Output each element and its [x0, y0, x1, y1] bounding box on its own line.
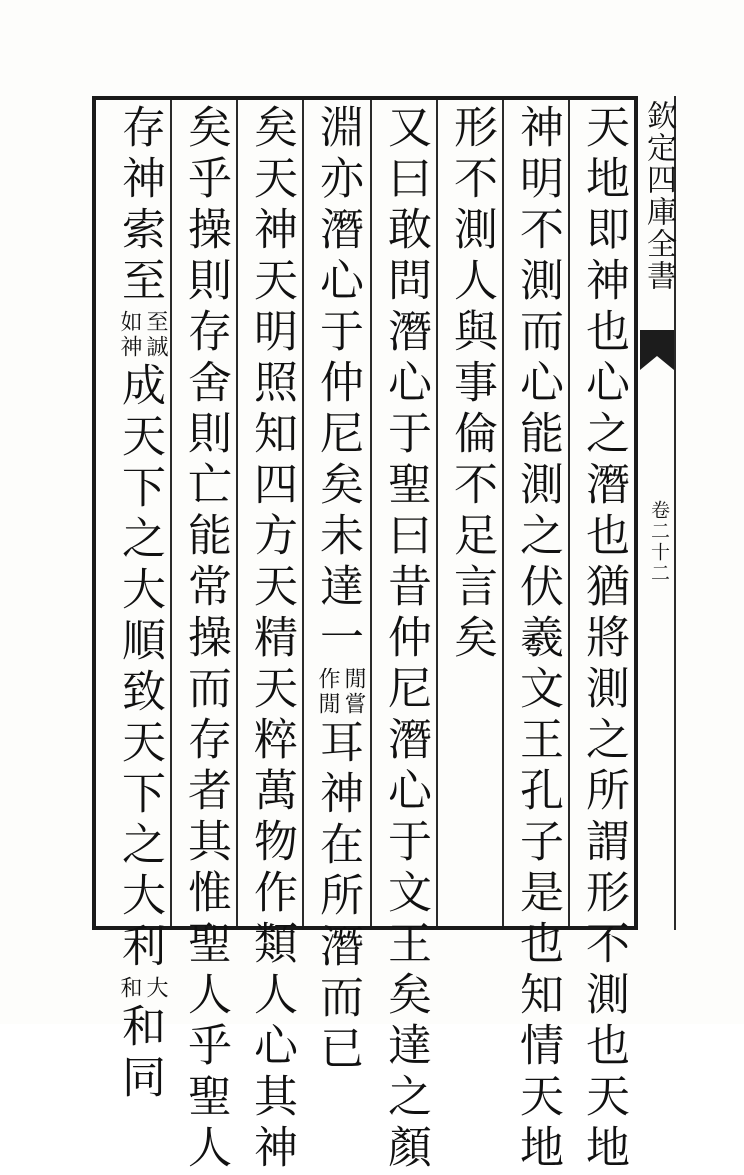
text-column-4: 又曰敢問潛心于聖曰昔仲尼潛心于文王矣達之顏: [380, 104, 431, 1175]
column-rule: [302, 100, 304, 926]
book-title: 欽定四庫全書: [641, 100, 676, 292]
column-text: 淵亦潛心于仲尼矣未達一: [312, 104, 363, 665]
annotation-note: [314, 667, 366, 717]
annotation-right: 至誠: [143, 310, 168, 360]
column-rule: [568, 100, 570, 926]
text-column-1: 天地即神也心之潛也猶將測之所謂形不測也天地: [578, 104, 629, 1175]
column-text: 存神索至: [114, 104, 165, 308]
annotation-left: 作閒: [315, 667, 340, 717]
text-column-3: 形不測人與事倫不足言矣: [446, 104, 497, 665]
text-column-8: [108, 104, 168, 1105]
annotation-right: 閒嘗: [341, 667, 366, 717]
column-text: 耳神在所潛而已: [312, 719, 363, 1076]
annotation-left: 和: [117, 976, 142, 1001]
column-rule: [236, 100, 238, 926]
text-column-5: [306, 104, 366, 1076]
column-rule: [170, 100, 172, 926]
text-column-2: 神明不測而心能測之伏羲文王孔子是也知情天地: [512, 104, 563, 1175]
annotation-note: [116, 976, 168, 1001]
column-rule: [502, 100, 504, 926]
annotation-right: 大: [143, 976, 168, 1001]
column-text: 成天下之大順致天下之大利: [114, 362, 165, 974]
chapter-number: 卷二十二: [648, 500, 670, 584]
text-column-6: 矣天神天明照知四方天精天粹萬物作類人心其神: [246, 104, 297, 1175]
column-rule: [436, 100, 438, 926]
annotation-left: 如神: [117, 310, 142, 360]
text-column-7: 矣乎操則存舍則亡能常操而存者其惟聖人乎聖人: [180, 104, 231, 1175]
annotation-note: [116, 310, 168, 360]
column-text: 和同: [114, 1003, 165, 1105]
column-rule: [370, 100, 372, 926]
